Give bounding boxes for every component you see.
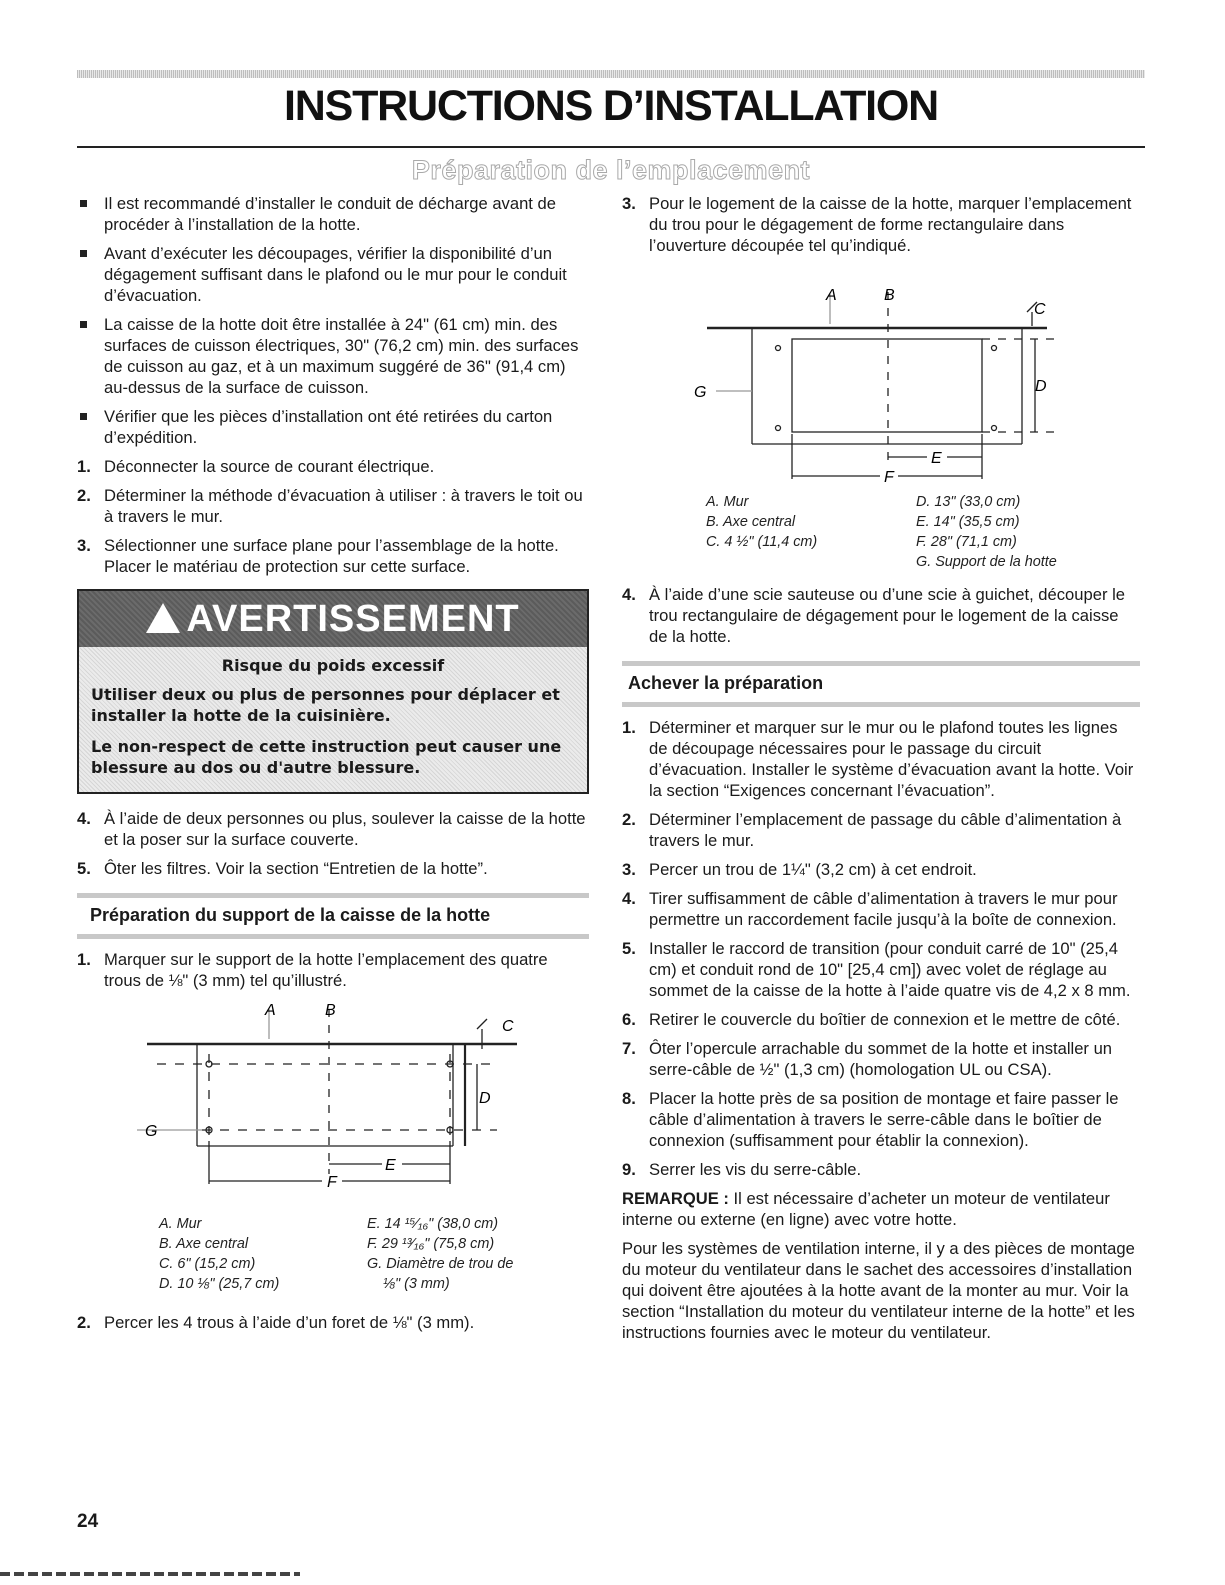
- step-number: 4.: [77, 809, 91, 828]
- step-item: 9. Serrer les vis du serre-câble.: [622, 1160, 862, 1179]
- support-holes-diagram: [77, 999, 589, 1214]
- bullet-item: La caisse de la hotte doit être installée à 24" (61 cm) min. des surfaces de cuisson électriques, 30" (76,2 cm) min. des surfaces de cuisson au gaz, et à un maximum suggéré de 36" (91,4 cm) au-dessus de la surface de cuisson.: [77, 314, 589, 398]
- figure-label-f: F: [327, 1174, 337, 1191]
- bullet-icon: [80, 250, 87, 257]
- step-number: 4.: [622, 889, 636, 908]
- figure-label-d: D: [1035, 378, 1047, 395]
- step-item: 3. Percer un trou de 1¼" (3,2 cm) à cet endroit.: [622, 860, 977, 879]
- bullet-icon: [80, 200, 87, 207]
- warning-subtitle: Risque du poids excessif: [221, 656, 445, 675]
- step-item: 1. Déterminer et marquer sur le mur ou le plafond toutes les lignes de découpage nécessaires pour le passage du circuit d’évacuation. Installer le système d’évacuation avant la hotte. Voir la section “Exigences concernant l’évacuation”.: [622, 718, 1134, 800]
- page-number: 24: [77, 1511, 99, 1532]
- page-title: INSTRUCTIONS D’INSTALLATION: [284, 82, 938, 130]
- step-item: 8. Placer la hotte près de sa position de montage et faire passer le câble d’alimentation à travers le serre-câble dans le boîtier de connexion (suffisamment pour établir la connexion).: [622, 1089, 1119, 1150]
- figure-label-c: C: [502, 1018, 514, 1035]
- top-rule: [77, 70, 1145, 78]
- warning-header: AVERTISSEMENT: [79, 591, 587, 647]
- bullet-item: Vérifier que les pièces d’installation ont été retirées du carton d’expédition.: [77, 406, 589, 448]
- step-item: 7. Ôter l’opercule arrachable du sommet de la hotte et installer un serre-câble de ½" (1,3 cm) (homologation UL ou CSA).: [622, 1039, 1113, 1079]
- cutout-diagram: [622, 264, 1140, 492]
- bullet-item: Avant d’exécuter les découpages, vérifier la disponibilité d’un dégagement suffisant dans le plafond ou le mur pour le conduit d’évacuation.: [77, 243, 589, 306]
- step-number: 5.: [77, 859, 91, 878]
- section-title: Préparation de l’emplacement: [411, 155, 811, 185]
- step-number: 3.: [77, 536, 91, 555]
- step-number: 2.: [77, 1313, 91, 1332]
- step-item: 3. Sélectionner une surface plane pour l’assemblage de la hotte. Placer le matériau de protection sur cette surface.: [77, 536, 559, 576]
- figure-label-a: A: [826, 287, 837, 304]
- step-item: 4. À l’aide d’une scie sauteuse ou d’une scie à guichet, découper le trou rectangulaire de dégagement pour le logement de la caisse de la hotte.: [622, 585, 1126, 646]
- step-number: 1.: [77, 950, 91, 969]
- step-item: 5. Installer le raccord de transition (pour conduit carré de 10" (25,4 cm) et conduit rond de 10" [25,4 cm]) avec volet de réglage au sommet de la caisse de la hotte à l’aide quatre vis de 4,2 x 8 mm.: [622, 939, 1131, 1000]
- bullet-icon: [80, 321, 87, 328]
- figure-label-d: D: [479, 1090, 491, 1107]
- step-number: 8.: [622, 1089, 636, 1108]
- step-item: 1. Déconnecter la source de courant électrique.: [77, 457, 435, 476]
- step-number: 4.: [622, 585, 636, 604]
- step-item: 3. Pour le logement de la caisse de la hotte, marquer l’emplacement du trou pour le dégagement de forme rectangulaire dans l’ouverture découpée tel qu’indiqué.: [622, 194, 1132, 255]
- warning-box: [77, 589, 589, 794]
- warning-text: Utiliser deux ou plus de personnes pour déplacer et installer la hotte de la cuisinière.: [91, 685, 560, 725]
- figure-label-a: A: [265, 1002, 276, 1019]
- bullet-item: Il est recommandé d’installer le conduit de décharge avant de procéder à l’installation de la hotte.: [77, 193, 589, 235]
- figure-legend: A. Mur E. 14 ¹⁵⁄₁₆" (38,0 cm) B. Axe central F. 29 ¹³⁄₁₆" (75,8 cm) C. 6" (15,2 cm) G. Diamètre de trou de D. 10 ⅛" (25,7 cm) ⅛" (3 mm): [159, 1216, 514, 1292]
- step-item: 1. Marquer sur le support de la hotte l’emplacement des quatre trous de ⅛" (3 mm) tel qu’illustré.: [77, 950, 548, 990]
- step-number: 3.: [622, 860, 636, 879]
- step-number: 1.: [77, 457, 91, 476]
- note-label: REMARQUE :: [622, 1189, 729, 1208]
- figure-legend: A. Mur D. 13" (33,0 cm) B. Axe central E. 14" (35,5 cm) C. 4 ½" (11,4 cm) F. 28" (71,1 cm) G. Support de la hotte: [706, 494, 1057, 570]
- title-divider: [77, 146, 1145, 148]
- step-number: 3.: [622, 194, 636, 213]
- figure-label-b: B: [325, 1002, 336, 1019]
- bottom-registration-strip: [0, 1572, 300, 1576]
- figure-label-g: G: [694, 384, 707, 401]
- step-number: 2.: [77, 486, 91, 505]
- step-item: 5. Ôter les filtres. Voir la section “Entretien de la hotte”.: [77, 859, 488, 878]
- step-number: 9.: [622, 1160, 636, 1179]
- step-item: 6. Retirer le couvercle du boîtier de connexion et le mettre de côté.: [622, 1010, 1121, 1029]
- note-paragraph: Pour les systèmes de ventilation interne, il y a des pièces de montage du moteur du ventilateur dans le sachet des accessoires d’installation qui doivent être ajoutées à la hotte avant de la monter au mur. Voir la section “Installation du moteur du ventilateur interne de la hotte” et les instructions fournies avec le moteur du ventilateur.: [622, 1239, 1135, 1342]
- subsection-heading: Achever la préparation: [622, 661, 1140, 707]
- figure-label-c: C: [1034, 301, 1046, 318]
- warning-text: Le non-respect de cette instruction peut causer une blessure au dos ou d'autre blessure.: [91, 737, 562, 777]
- step-item: 4. Tirer suffisamment de câble d’alimentation à travers le mur pour permettre un raccordement facile jusqu’à la boîte de connexion.: [622, 889, 1118, 929]
- step-item: 2. Percer les 4 trous à l’aide d’un foret de ⅛" (3 mm).: [77, 1313, 475, 1332]
- step-item: 2. Déterminer la méthode d’évacuation à utiliser : à travers le toit ou à travers le mur.: [77, 486, 583, 526]
- note-paragraph: REMARQUE : Il est nécessaire d’acheter un moteur de ventilateur interne ou externe (en ligne) avec votre hotte.: [622, 1189, 1110, 1229]
- figure-label-f: F: [884, 469, 894, 486]
- figure-label-b: B: [884, 287, 895, 304]
- bullet-icon: [80, 413, 87, 420]
- subsection-heading: Préparation du support de la caisse de la hotte: [77, 893, 589, 939]
- figure-label-e: E: [931, 450, 942, 467]
- left-column: [77, 193, 589, 1341]
- figure-support-holes: [77, 999, 589, 1214]
- figure-cutout: [622, 264, 1140, 492]
- step-number: 1.: [622, 718, 636, 737]
- warning-triangle-icon: [146, 603, 180, 633]
- step-number: 7.: [622, 1039, 636, 1058]
- step-item: 2. Déterminer l’emplacement de passage du câble d’alimentation à travers le mur.: [622, 810, 1122, 850]
- step-number: 5.: [622, 939, 636, 958]
- figure-label-e: E: [385, 1157, 396, 1174]
- step-number: 2.: [622, 810, 636, 829]
- right-column: [622, 193, 1140, 1351]
- figure-label-g: G: [145, 1123, 158, 1140]
- step-item: 4. À l’aide de deux personnes ou plus, soulever la caisse de la hotte et la poser sur la surface couverte.: [77, 809, 586, 849]
- warning-body: [79, 647, 587, 792]
- step-number: 6.: [622, 1010, 636, 1029]
